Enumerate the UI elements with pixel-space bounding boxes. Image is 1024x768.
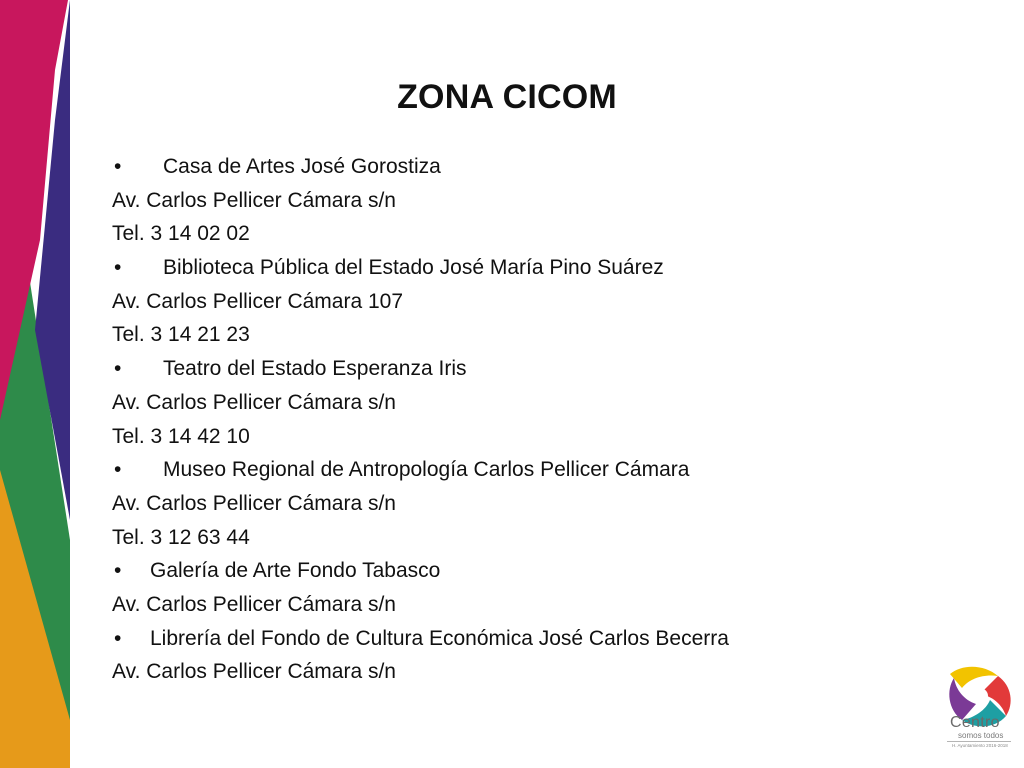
bullet-icon: • [114,626,122,650]
detail-line: Av. Carlos Pellicer Cámara s/n [112,660,396,684]
bullet-item [112,622,912,656]
bullet-item [112,352,912,386]
bullet-item [112,251,912,285]
logo-fine-print: H. Ayuntamiento 2016-2018 [952,743,1008,748]
logo-divider [947,741,1011,742]
logo-wordmark: Centro [950,714,1000,731]
bullet-text: Biblioteca Pública del Estado José María Pino Suárez [163,256,664,280]
bullet-icon: • [114,357,122,381]
bullet-item [112,554,912,588]
detail-line: Av. Carlos Pellicer Cámara s/n [112,188,396,212]
bullet-item [112,150,912,184]
bullet-text: Galería de Arte Fondo Tabasco [150,559,441,583]
bullet-icon: • [114,155,122,178]
bullet-icon: • [114,559,122,583]
bullet-text: Librería del Fondo de Cultura Económica José Carlos Becerra [150,626,729,650]
logo-tagline: somos todos [958,731,1004,740]
bullet-icon: • [114,458,122,482]
slide-title: ZONA CICOM [397,78,617,116]
detail-line: Av. Carlos Pellicer Cámara 107 [112,289,404,313]
bullet-item [112,453,912,487]
detail-line: Tel. 3 14 21 23 [112,323,250,347]
detail-line: Av. Carlos Pellicer Cámara s/n [112,491,396,515]
bullet-text: Teatro del Estado Esperanza Iris [163,357,467,381]
detail-line: Tel. 3 14 42 10 [112,424,250,448]
detail-line: Tel. 3 14 02 02 [112,222,250,246]
content-list [112,150,912,689]
detail-line: Av. Carlos Pellicer Cámara s/n [112,592,396,616]
bullet-icon: • [114,256,122,280]
detail-line: Av. Carlos Pellicer Cámara s/n [112,390,396,414]
detail-line: Tel. 3 12 63 44 [112,525,250,549]
bullet-text: Museo Regional de Antropología Carlos Pellicer Cámara [163,458,690,482]
bullet-text: Casa de Artes José Gorostiza [163,155,441,178]
